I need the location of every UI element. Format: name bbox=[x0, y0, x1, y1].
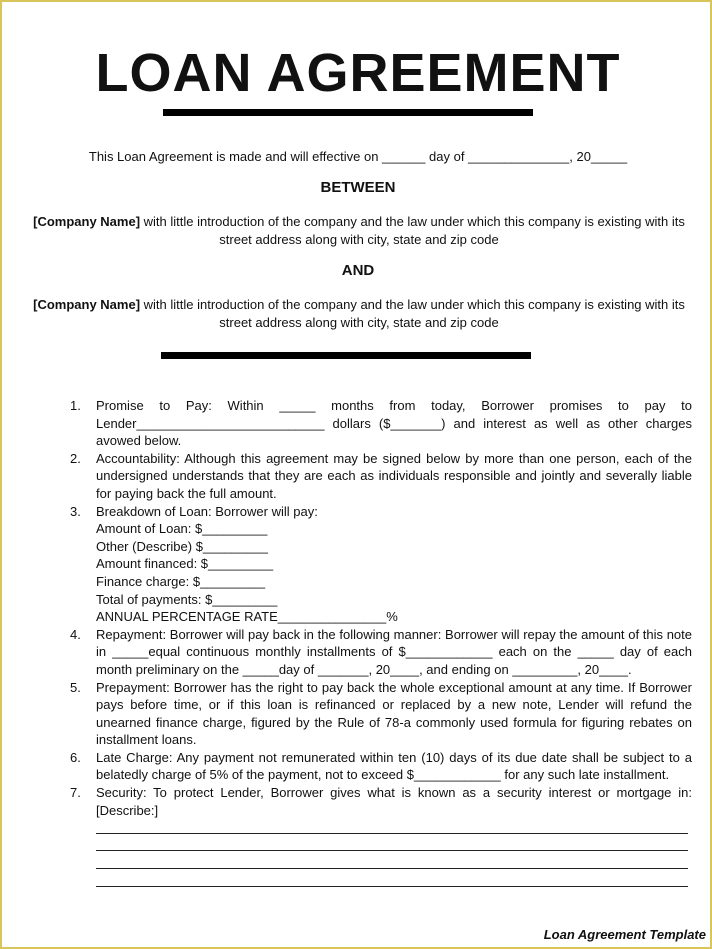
clause-breakdown bbox=[62, 503, 692, 626]
clause-promise-to-pay bbox=[62, 397, 692, 450]
clause-text: Prepayment: Borrower has the right to pay back the whole exceptional amount at any time. If Borrower pays before time, or if this loan is refinanced or replaced by a new note, Lender will refund the unearned finance charge, figured by the Rule of 78-a commonly used formula for figuring rebates on installment loans. bbox=[96, 679, 692, 748]
clause-text: Repayment: Borrower will pay back in the following manner: Borrower will repay the amount of this note in _____equal continuous monthly installments of $____________ each on the _____ day of each month preliminary on the _____day of _______, 20____, and ending on _________, 20____. bbox=[96, 626, 692, 677]
between-heading: BETWEEN bbox=[320, 179, 396, 196]
breakdown-other: Other (Describe) $_________ bbox=[96, 538, 268, 554]
breakdown-total-payments: Total of payments: $_________ bbox=[96, 591, 278, 607]
blank-line bbox=[96, 816, 688, 834]
clause-accountability bbox=[62, 450, 692, 503]
clause-number: 2. bbox=[70, 450, 81, 466]
intro-line: This Loan Agreement is made and will effective on ______ day of ______________, 20_____ bbox=[88, 149, 628, 164]
breakdown-finance-charge: Finance charge: $_________ bbox=[96, 573, 266, 589]
party-two bbox=[22, 296, 696, 332]
clause-list bbox=[62, 397, 692, 892]
blank-line bbox=[96, 869, 688, 887]
breakdown-amount-financed: Amount financed: $_________ bbox=[96, 556, 274, 572]
party-one-name: [Company Name] bbox=[33, 214, 141, 229]
section-divider bbox=[161, 352, 531, 359]
blank-line bbox=[96, 834, 688, 852]
clause-number: 5. bbox=[70, 679, 81, 695]
and-heading: AND bbox=[341, 262, 375, 279]
clause-text: Security: To protect Lender, Borrower gives what is known as a security interest or mortgage in: [Describe:] bbox=[96, 785, 692, 818]
clause-number: 6. bbox=[70, 749, 81, 765]
clause-number: 4. bbox=[70, 626, 81, 642]
blank-line bbox=[96, 851, 688, 869]
breakdown-amount-of-loan: Amount of Loan: $_________ bbox=[96, 521, 268, 537]
document-title: LOAN AGREEMENT bbox=[95, 43, 621, 103]
party-one bbox=[22, 213, 696, 249]
clause-number: 1. bbox=[70, 398, 81, 413]
template-caption: Loan Agreement Template bbox=[543, 927, 706, 942]
clause-number: 3. bbox=[70, 503, 81, 519]
party-two-name: [Company Name] bbox=[33, 297, 141, 312]
clause-late-charge bbox=[62, 749, 692, 784]
title-underline bbox=[163, 109, 533, 116]
clause-text: Late Charge: Any payment not remunerated within ten (10) days of its due date shall be subject to a belatedly charge of 5% of the payment, not to exceed $____________ for any such late installment. bbox=[96, 749, 692, 783]
clause-security bbox=[62, 784, 692, 892]
clause-text: Accountability: Although this agreement may be signed below by more than one person, each of the undersigned understands that they are each as individuals responsible and jointly and severally liable for paying back the full amount. bbox=[96, 450, 692, 501]
security-description-lines bbox=[96, 821, 692, 891]
clause-text: Promise to Pay: Within _____ months from today, Borrower promises to pay to Lender__________________________ dollars ($_______) and interest as well as other charges avowed below. bbox=[96, 398, 692, 449]
party-two-description: with little introduction of the company and the law under which this company is existing with its street address along with city, state and zip code bbox=[140, 297, 685, 330]
clause-text: Breakdown of Loan: Borrower will pay: bbox=[96, 503, 318, 519]
party-one-description: with little introduction of the company and the law under which this company is existing with its street address along with city, state and zip code bbox=[140, 214, 685, 247]
clause-number: 7. bbox=[70, 785, 81, 801]
breakdown-apr: ANNUAL PERCENTAGE RATE_______________% bbox=[96, 609, 398, 625]
clause-prepayment bbox=[62, 679, 692, 749]
clause-repayment bbox=[62, 626, 692, 679]
